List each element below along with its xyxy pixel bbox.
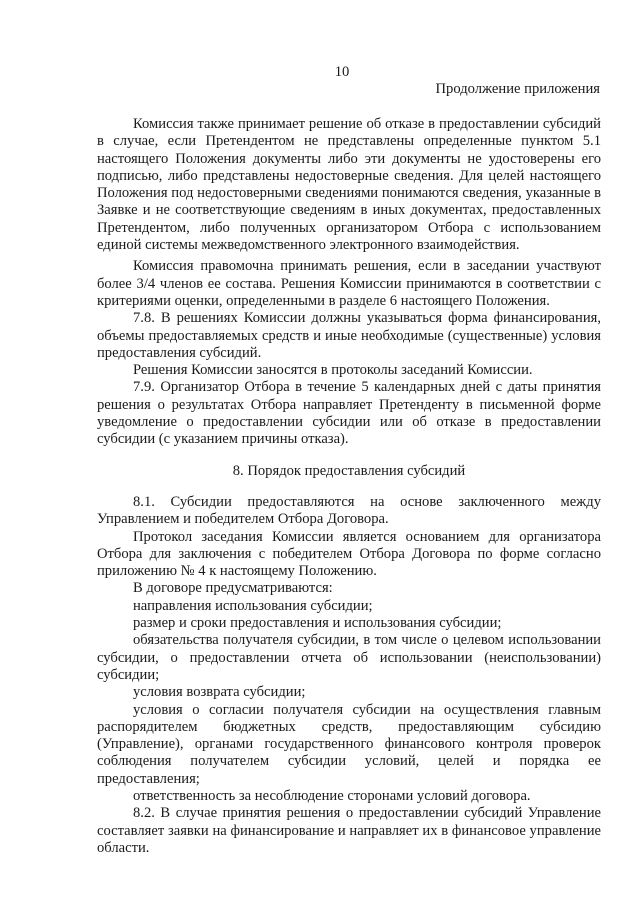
- paragraph-protocol-basis: Протокол заседания Комиссии является основанием для организатора Отбора для заключения с победителем Отбора Договора по форме согласно приложению № 4 к настоящему Положению.: [97, 528, 601, 580]
- section-title: 8. Порядок предоставления субсидий: [232, 462, 466, 479]
- paragraph-8-1: 8.1. Субсидии предоставляются на основе заключенного между Управлением и победителем Отбора Договора.: [97, 493, 601, 528]
- continuation-label: Продолжение приложения: [435, 81, 600, 97]
- document-body: [97, 116, 601, 857]
- list-item: размер и сроки предоставления и использования субсидии;: [133, 615, 502, 632]
- list-item: направления использования субсидии;: [133, 597, 373, 614]
- list-item: ответственность за несоблюдение сторонами условий договора.: [133, 787, 531, 804]
- paragraph-rejection-grounds: Комиссия также принимает решение об отказе в предоставлении субсидий в случае, если Претендентом не представлены определенные пунктом 5.1 настоящего Положения документы либо эти документы не удостоверены его подписью, либо представлены недостоверные сведения. Для целей настоящего Положения под недостоверными сведениями понимаются сведения, указанные в Заявке и не соответствующие сведениям в иных документах, предоставленных Претендентом, либо полученных организатором Отбора с использованием единой системы межведомственного электронного взаимодействия.: [97, 116, 601, 254]
- paragraph-7-8: 7.8. В решениях Комиссии должны указываться форма финансирования, объемы предоставляемых средств и иные необходимые (существенные) условия предоставления субсидий.: [97, 310, 601, 361]
- paragraph-quorum: Комиссия правомочна принимать решения, если в заседании участвуют более 3/4 членов ее состава. Решения Комиссии принимаются в соответствии с критериями оценки, определенными в разделе 6 настоящего Положения.: [97, 258, 601, 309]
- paragraph-protocols: Решения Комиссии заносятся в протоколы заседаний Комиссии.: [133, 362, 533, 379]
- list-item: условия о согласии получателя субсидии на осуществления главным распорядителем бюджетных средств, предоставляющим субсидию (Управление), органами государственного финансового контроля проверок соблюдения получателем субсидии условий, целей и порядка ее предоставления;: [97, 701, 601, 787]
- page-number: 10: [334, 64, 350, 80]
- list-item: обязательства получателя субсидии, в том числе о целевом использовании субсидии, о предоставлении отчета об использовании (неиспользовании) субсидии;: [97, 632, 601, 683]
- paragraph-7-9: 7.9. Организатор Отбора в течение 5 календарных дней с даты принятия решения о результатах Отбора направляет Претенденту в письменной форме уведомление о предоставлении субсидии или об отказе в предоставлении субсидии (с указанием причины отказа).: [97, 379, 601, 448]
- list-item: условия возврата субсидии;: [133, 684, 306, 701]
- paragraph-8-2: 8.2. В случае принятия решения о предоставлении субсидий Управление составляет заявки на финансирование и направляет их в финансовое управление области.: [97, 805, 601, 856]
- paragraph-contract-provisions: В договоре предусматриваются:: [133, 580, 333, 597]
